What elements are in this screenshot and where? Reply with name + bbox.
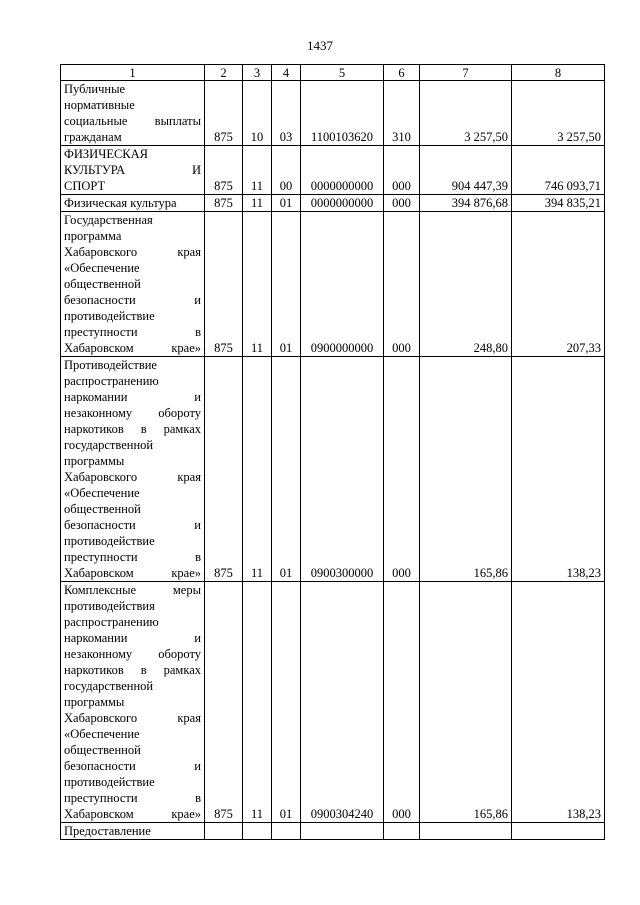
row-name-line: противодействие [64,534,155,548]
section-cell [243,823,272,840]
section-cell: 11 [243,357,272,582]
expense-type-cell: 000 [384,582,420,823]
section-cell: 11 [243,582,272,823]
row-name-line: преступности в [64,325,201,339]
row-name-line: Хабаровского края [64,711,201,725]
row-name-line: распространению [64,374,159,388]
row-name-line: противодействия [64,599,155,613]
row-name-line: Публичные [64,82,126,96]
amount-cell: 904 447,39 [420,146,512,195]
header-cell: 4 [272,65,301,81]
row-name-cell [61,823,205,840]
expense-type-cell: 000 [384,212,420,357]
row-name-line: распространению [64,615,159,629]
section-cell: 11 [243,146,272,195]
row-name-line: программы [64,454,125,468]
subsection-cell: 03 [272,81,301,146]
amount-cell: 165,86 [420,357,512,582]
table-row [61,582,605,823]
header-cell: 3 [243,65,272,81]
table-row [61,81,605,146]
header-cell: 5 [301,65,384,81]
code-cell: 875 [205,212,243,357]
row-name-line: незаконному обороту [64,406,201,420]
page-number: 1437 [307,38,333,53]
row-name-cell [61,146,205,195]
row-name-line: Предоставление [64,824,151,838]
row-name-line: нормативные [64,98,135,112]
header-cell: 2 [205,65,243,81]
row-name-line: государственной [64,679,154,693]
subsection-cell: 01 [272,357,301,582]
budget-table [60,64,605,840]
code-cell [205,823,243,840]
amount-cell [512,823,605,840]
row-name-line: незаконному обороту [64,647,201,661]
row-name-line: безопасности и [64,293,201,307]
section-cell: 11 [243,212,272,357]
expense-type-cell: 000 [384,146,420,195]
row-name-line: наркомании и [64,631,201,645]
table-row [61,823,605,840]
target-article-cell: 0900300000 [301,357,384,582]
amount-cell: 3 257,50 [420,81,512,146]
table-row [61,357,605,582]
header-cell: 7 [420,65,512,81]
budget-table-body [61,65,605,840]
section-cell: 10 [243,81,272,146]
row-name-line: «Обеспечение [64,261,140,275]
row-name-line: Хабаровском крае» [64,566,201,580]
code-cell: 875 [205,582,243,823]
header-cell: 8 [512,65,605,81]
amount-cell: 394 835,21 [512,195,605,212]
target-article-cell: 0000000000 [301,195,384,212]
amount-cell: 207,33 [512,212,605,357]
row-name-cell [61,357,205,582]
row-name-line: преступности в [64,791,201,805]
expense-type-cell: 000 [384,195,420,212]
expense-type-cell [384,823,420,840]
header-row [61,65,605,81]
amount-cell: 138,23 [512,357,605,582]
table-row [61,212,605,357]
row-name-line: программы [64,695,125,709]
amount-cell: 165,86 [420,582,512,823]
row-name-line: Государственная [64,213,153,227]
amount-cell: 248,80 [420,212,512,357]
row-name-line: Физическая культура [64,196,177,210]
row-name-line: КУЛЬТУРА И [64,163,201,177]
expense-type-cell: 310 [384,81,420,146]
code-cell: 875 [205,81,243,146]
subsection-cell: 00 [272,146,301,195]
subsection-cell: 01 [272,195,301,212]
row-name-cell [61,582,205,823]
amount-cell: 3 257,50 [512,81,605,146]
row-name-line: Хабаровском крае» [64,341,201,355]
row-name-line: безопасности и [64,518,201,532]
row-name-line: общественной [64,502,141,516]
row-name-line: общественной [64,277,141,291]
row-name-line: программа [64,229,122,243]
amount-cell: 394 876,68 [420,195,512,212]
subsection-cell: 01 [272,582,301,823]
row-name-cell [61,212,205,357]
target-article-cell: 0000000000 [301,146,384,195]
code-cell: 875 [205,195,243,212]
row-name-line: Комплексные меры [64,583,201,597]
row-name-line: наркомании и [64,390,201,404]
table-row [61,146,605,195]
amount-cell: 138,23 [512,582,605,823]
table-row [61,195,605,212]
subsection-cell: 01 [272,212,301,357]
row-name-line: социальные выплаты [64,114,201,128]
row-name-line: «Обеспечение [64,486,140,500]
row-name-line: Хабаровского края [64,470,201,484]
row-name-line: государственной [64,438,154,452]
row-name-line: СПОРТ [64,179,106,193]
section-cell: 11 [243,195,272,212]
row-name-line: наркотиков в рамках [64,422,201,436]
target-article-cell: 0900000000 [301,212,384,357]
row-name-line: наркотиков в рамках [64,663,201,677]
expense-type-cell: 000 [384,357,420,582]
row-name-line: безопасности и [64,759,201,773]
row-name-line: Хабаровского края [64,245,201,259]
target-article-cell [301,823,384,840]
amount-cell: 746 093,71 [512,146,605,195]
target-article-cell: 0900304240 [301,582,384,823]
header-cell: 1 [61,65,205,81]
row-name-cell [61,81,205,146]
row-name-line: общественной [64,743,141,757]
header-cell: 6 [384,65,420,81]
row-name-line: Противодействие [64,358,157,372]
subsection-cell [272,823,301,840]
row-name-line: «Обеспечение [64,727,140,741]
row-name-line: противодействие [64,309,155,323]
code-cell: 875 [205,357,243,582]
amount-cell [420,823,512,840]
row-name-cell [61,195,205,212]
row-name-line: преступности в [64,550,201,564]
row-name-line: Хабаровском крае» [64,807,201,821]
target-article-cell: 1100103620 [301,81,384,146]
row-name-line: гражданам [64,130,122,144]
row-name-line: ФИЗИЧЕСКАЯ [64,147,148,161]
code-cell: 875 [205,146,243,195]
row-name-line: противодействие [64,775,155,789]
